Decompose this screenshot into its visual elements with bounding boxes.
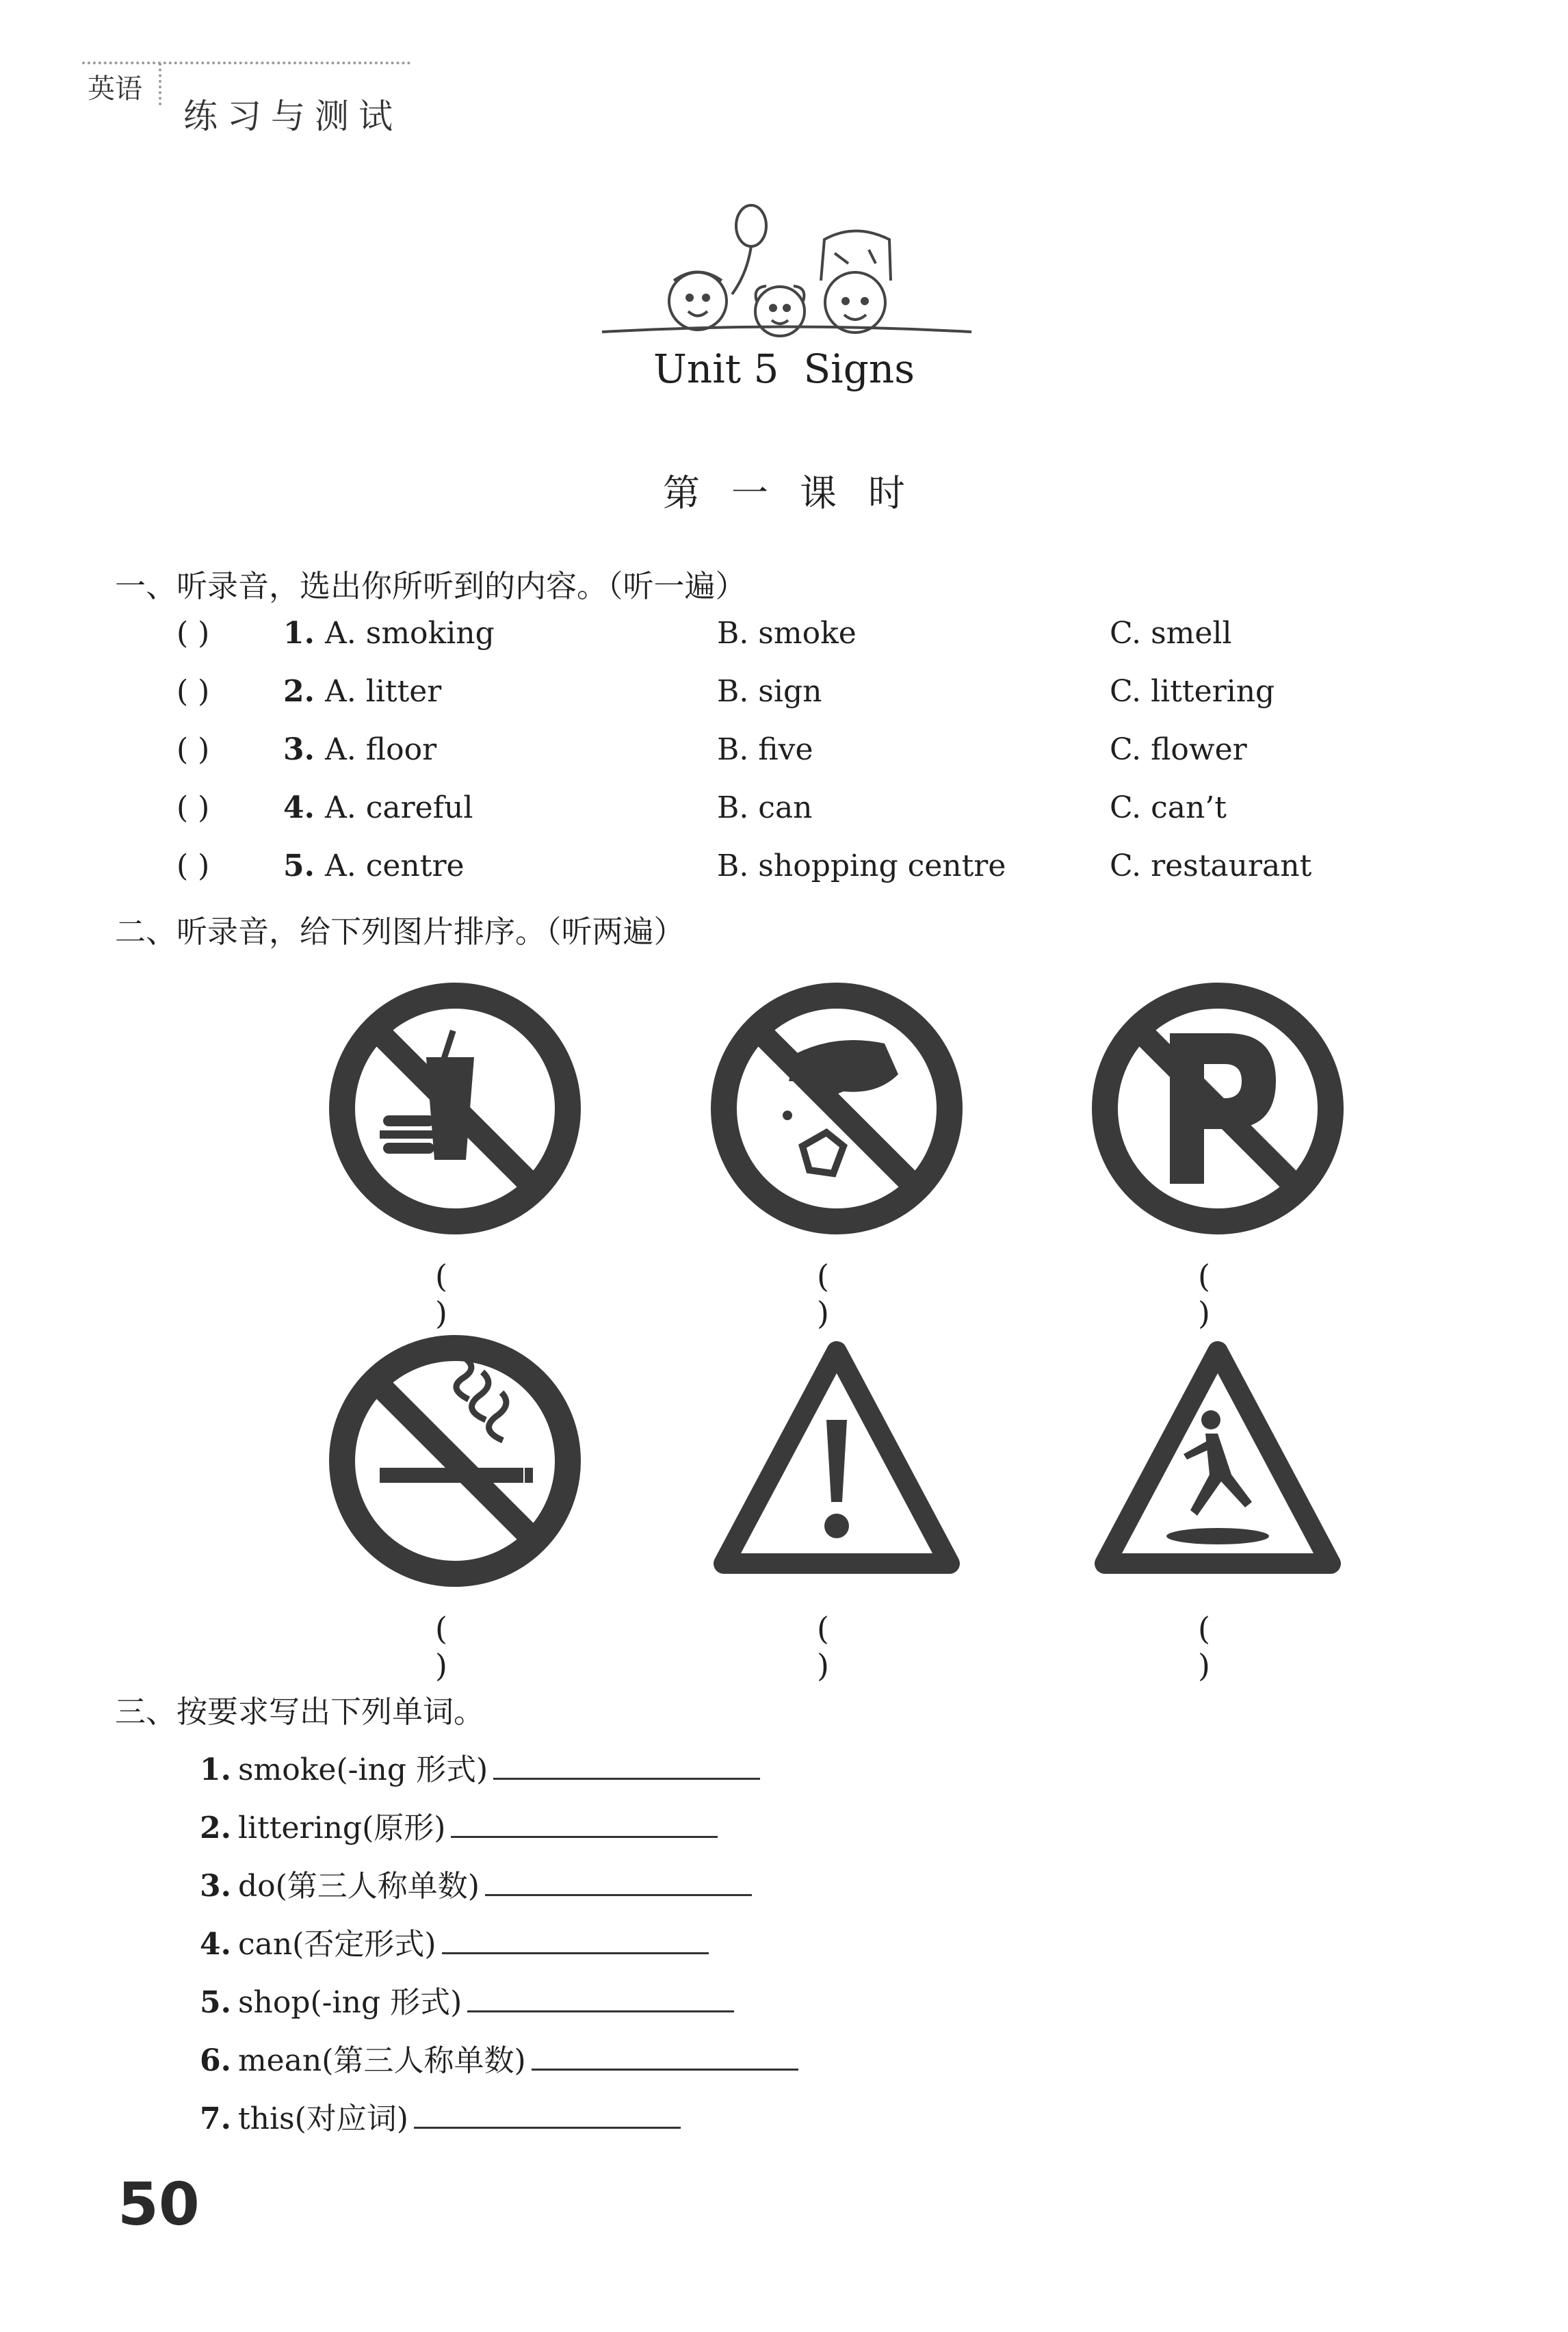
- option-a: A. floor: [325, 732, 437, 767]
- order-blank[interactable]: ( ): [817, 1610, 857, 1684]
- instruction-hint: (第三人称单数): [322, 2043, 526, 2078]
- question-number: 2.: [200, 1811, 231, 1845]
- question-number: 7.: [200, 2101, 231, 2136]
- no-eating-drinking-sign-icon: [325, 979, 585, 1239]
- word-question: [200, 1978, 734, 2021]
- base-word: do: [237, 1869, 276, 1904]
- part3-heading: 三、按要求写出下列单词。: [115, 1694, 485, 1730]
- answer-blank[interactable]: ( ): [177, 848, 210, 883]
- instruction-hint: (原形): [362, 1811, 446, 1845]
- base-word: littering: [237, 1811, 363, 1845]
- order-blank[interactable]: ( ): [1198, 1258, 1238, 1332]
- instruction-hint: (对应词): [294, 2101, 408, 2136]
- base-word: can: [237, 1927, 293, 1962]
- no-littering-sign-icon: [707, 979, 967, 1239]
- base-word: this: [237, 2101, 295, 2136]
- option-c: C. littering: [1110, 674, 1275, 709]
- instruction-hint: (第三人称单数): [275, 1869, 480, 1904]
- header-rule: [82, 62, 410, 64]
- question-number: 4.: [283, 790, 315, 825]
- option-a: A. careful: [325, 790, 473, 825]
- unit-number: Unit 5: [653, 346, 779, 392]
- question-number: 4.: [200, 1927, 231, 1962]
- lesson-title: 第一课时: [663, 471, 937, 515]
- option-a: A. smoking: [325, 616, 495, 651]
- instruction-hint: (-ing 形式): [310, 1985, 462, 2020]
- question-number: 2.: [283, 674, 315, 709]
- page-number: 50: [118, 2171, 200, 2239]
- instruction-hint: (-ing 形式): [336, 1752, 488, 1787]
- header-subject: 英语: [88, 73, 142, 105]
- option-a: A. litter: [325, 674, 442, 709]
- base-word: mean: [237, 2043, 322, 2078]
- question-row: [0, 732, 1568, 787]
- no-smoking-sign-icon: [325, 1331, 585, 1591]
- option-c: C. restaurant: [1110, 848, 1312, 883]
- word-question: [200, 2094, 681, 2138]
- order-blank[interactable]: ( ): [435, 1610, 475, 1684]
- base-word: shop: [237, 1985, 311, 2020]
- instruction-hint: (否定形式): [292, 1927, 436, 1962]
- warning-sign-icon: [707, 1331, 967, 1591]
- answer-line[interactable]: [467, 1983, 734, 2012]
- option-b: B. shopping centre: [717, 848, 1006, 883]
- question-number: 5.: [283, 848, 315, 883]
- base-word: smoke: [237, 1752, 337, 1787]
- word-question: [200, 2036, 798, 2080]
- answer-line[interactable]: [414, 2099, 681, 2129]
- answer-blank[interactable]: ( ): [177, 790, 210, 825]
- option-b: B. can: [717, 790, 813, 825]
- word-question: [200, 1803, 718, 1847]
- question-number: 5.: [200, 1985, 231, 2020]
- option-a: A. centre: [325, 848, 465, 883]
- option-c: C. smell: [1110, 616, 1232, 651]
- question-number: 3.: [283, 732, 315, 767]
- option-b: B. smoke: [717, 616, 857, 651]
- word-question: [200, 1745, 760, 1789]
- answer-line[interactable]: [442, 1925, 709, 1954]
- word-question: [200, 1861, 752, 1905]
- part1-heading: 一、听录音，选出你所听到的内容。（听一遍）: [115, 568, 746, 604]
- order-blank[interactable]: ( ): [435, 1258, 475, 1332]
- order-blank[interactable]: ( ): [1198, 1610, 1238, 1684]
- children-illustration: [595, 198, 978, 342]
- option-b: B. five: [717, 732, 813, 767]
- part2-heading: 二、听录音，给下列图片排序。（听两遍）: [115, 914, 685, 950]
- answer-line[interactable]: [532, 2041, 798, 2071]
- answer-blank[interactable]: ( ): [177, 616, 210, 651]
- unit-title: [0, 346, 1568, 392]
- question-row: [0, 674, 1568, 729]
- answer-line[interactable]: [485, 1867, 752, 1896]
- word-question: [200, 1919, 709, 1963]
- option-b: B. sign: [717, 674, 822, 709]
- question-row: [0, 790, 1568, 845]
- question-number: 3.: [200, 1869, 231, 1904]
- no-parking-sign-icon: [1088, 979, 1348, 1239]
- answer-line[interactable]: [451, 1809, 718, 1838]
- answer-blank[interactable]: ( ): [177, 674, 210, 709]
- option-c: C. can’t: [1110, 790, 1227, 825]
- answer-line[interactable]: [493, 1750, 760, 1780]
- option-c: C. flower: [1110, 732, 1247, 767]
- question-number: 6.: [200, 2043, 231, 2078]
- question-number: 1.: [283, 616, 315, 651]
- unit-topic: Signs: [803, 346, 915, 392]
- question-row: [0, 848, 1568, 903]
- wet-floor-sign-icon: [1088, 1331, 1348, 1591]
- header-book-title: 练习与测试: [183, 96, 402, 136]
- header-divider: [159, 63, 161, 105]
- order-blank[interactable]: ( ): [817, 1258, 857, 1332]
- question-row: [0, 616, 1568, 671]
- question-number: 1.: [200, 1752, 231, 1787]
- answer-blank[interactable]: ( ): [177, 732, 210, 767]
